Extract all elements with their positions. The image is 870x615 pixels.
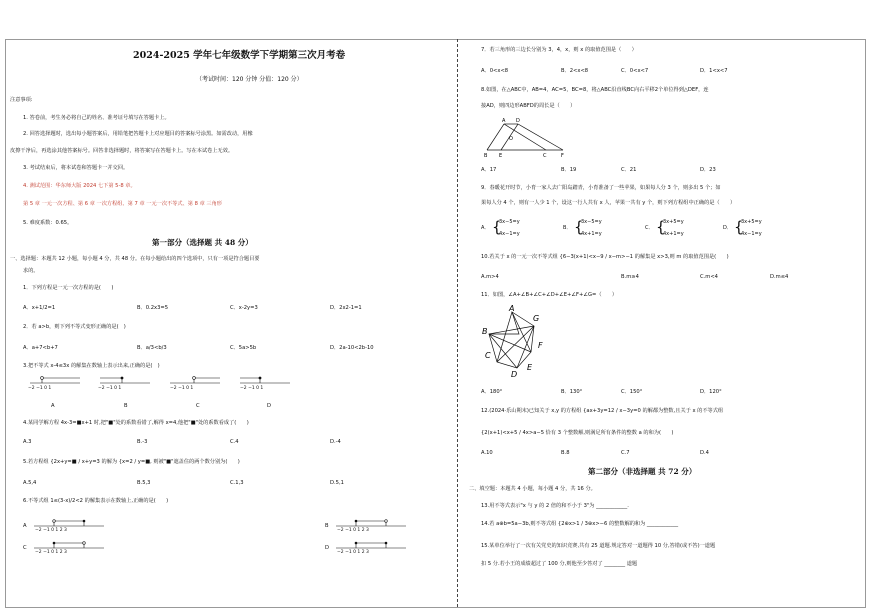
svg-text:E: E <box>499 153 503 159</box>
q6-ticks-b: −2 −1 0 1 2 3 <box>337 528 369 533</box>
q14-stem: 14.若 a⊕b=5a−3b,则不等式组 {2⊕x>1 / 3⊕x>−6 的整数解的和为 ____________ <box>481 521 679 527</box>
part2-intro: 二、填空题：本题共 4 小题，每小题 4 分，共 16 分。 <box>469 486 596 492</box>
q6-label-d: D <box>325 545 329 551</box>
svg-text:C: C <box>485 351 491 360</box>
q11-option-b: B．130° <box>561 389 583 395</box>
q10-stem: 10.若关于 x 的一元一次不等式组 {6−3(x+1)<x−9 / x−m>−1 的解集是 x>3,则 m 的取值范围是( ) <box>481 254 729 260</box>
q3-label-d: D <box>267 403 271 409</box>
q7-option-c: C．0<x<7 <box>621 68 649 74</box>
q3-label-b: B <box>124 403 128 409</box>
q5-option-a: A.5,4 <box>23 480 37 486</box>
q1-option-d: D．2x2-1=1 <box>330 305 362 311</box>
q1-option-c: C．x-2y=3 <box>230 305 258 311</box>
note-1: 1. 答卷前，考生务必将自己的姓名、准考证号填写在答题卡上。 <box>23 115 170 121</box>
q1-option-b: B．0.2x3=5 <box>137 305 169 311</box>
q6-stem: 6.不等式组 1≤(3-x)/2<2 的解集表示在数轴上,正确的是( ) <box>23 498 169 504</box>
q2-option-c: C．5a>5b <box>230 345 257 351</box>
q10-option-a: A.m>4 <box>481 274 499 280</box>
svg-text:D: D <box>511 370 518 378</box>
q10-option-b: B.m≥4 <box>621 274 639 280</box>
page-title: 2024-2025 学年七年级数学下学期第三次月考卷 <box>133 50 346 61</box>
q9-option-a-line1: 3x−5=y <box>499 219 520 225</box>
q7-option-a: A．0<x<8 <box>481 68 509 74</box>
svg-text:F: F <box>561 153 564 159</box>
part1-intro-cont: 求的。 <box>23 268 39 274</box>
q8-stem: 8.如图，在△ABC中，AB=4，AC=5，BC=8，将△ABC沿直线BC向右平移2个单位得到△DEF，连 <box>481 87 709 93</box>
q9-stem-cont: 果每人分 4 个，则有一人少 1 个，设这一行人共有 x 人，苹果一共有 y 个，则下列方程组中正确的是（ ） <box>481 200 736 206</box>
q13-stem: 13.用不等式表示"x 与 y 的 2 倍的和不小于 3"为 ____________. <box>481 503 629 509</box>
q11-option-d: D．120° <box>700 389 722 395</box>
part1-intro: 一、选择题：本题共 12 小题，每小题 4 分，共 48 分。在每小题给出的四个选项中，只有一项是符合题目要 <box>10 256 260 262</box>
q12-stem-cont: {2(x+1)<x+5 / 4x>a−5 恰有 3 个整数解,则满足所有条件的整数 a 的和为( ) <box>481 430 674 436</box>
q12-stem: 12.(2024·乐山期末)已知关于 x,y 的方程组 {ax+3y=12 / x−3y=0 的解都为整数,且关于 x 的不等式组 <box>481 408 724 414</box>
note-5: 5. 难度系数：0.65。 <box>23 220 73 226</box>
q9-options <box>481 217 861 241</box>
q2-option-b: B．a/3<b/3 <box>137 345 167 351</box>
q5-option-c: C.1,3 <box>230 480 244 486</box>
q7-option-d: D．1<x<7 <box>700 68 728 74</box>
q9-option-a-label: A． <box>481 225 490 231</box>
q9-option-d-line2: 4x−1=y <box>741 231 762 237</box>
part1-title: 第一部分（选择题 共 48 分） <box>152 238 253 247</box>
q9-option-c-label: C． <box>645 225 654 231</box>
q9-option-d-line1: 3x+5=y <box>741 219 762 225</box>
q2-stem: 2．若 a>b，则下列不等式变形正确的是( ) <box>23 324 126 330</box>
q9-option-d-label: D． <box>723 225 732 231</box>
q4-option-b: B.-3 <box>137 439 148 445</box>
svg-text:A: A <box>509 304 515 313</box>
q9-option-b-label: B． <box>563 225 572 231</box>
q3-label-a: A <box>51 403 55 409</box>
q10-option-c: C.m<4 <box>700 274 718 280</box>
q4-stem: 4.某同学解方程 4x-3=■x+1 时,把"■"处的系数看错了,解得 x=4,他把"■"处的系数看成了( ) <box>23 420 249 426</box>
q5-option-d: D.5,1 <box>330 480 344 486</box>
q3-stem: 3.把不等式 x-4≤3x 的解集在数轴上表示出来,正确的是( ) <box>23 363 160 369</box>
q3-ticks-a: −2 −1 0 1 <box>28 386 52 391</box>
column-divider <box>457 39 458 607</box>
q3-label-c: C <box>196 403 200 409</box>
q8-stem-cont: 接AD，则四边形ABFD的周长是（ ） <box>481 103 576 109</box>
q12-option-c: C.7 <box>621 450 630 456</box>
svg-text:F: F <box>538 341 543 350</box>
q12-option-a: A.10 <box>481 450 493 456</box>
q11-stem: 11．如图，∠A+∠B+∠C+∠D+∠E+∠F+∠G=（ ） <box>481 292 618 298</box>
svg-text:B: B <box>482 327 488 336</box>
q9-option-b-line2: 4x+1=y <box>581 231 602 237</box>
exam-meta: （考试时间：120 分钟 分值：120 分） <box>196 76 303 83</box>
q8-trapezoid-figure <box>481 116 576 162</box>
q11-option-a: A．180° <box>481 389 503 395</box>
notes-heading: 注意事项: <box>10 97 33 103</box>
q9-stem: 9．春暖花开时节，小育一家人去广阳岛踏青，小育准备了一些苹果，如果每人分 3 个，则多出 5 个；如 <box>481 185 721 191</box>
svg-text:D: D <box>516 118 520 124</box>
q9-brace-c: { <box>656 218 666 236</box>
q1-stem: 1．下列方程是一元一次方程的是( ) <box>23 285 114 291</box>
q8-option-a: A．17 <box>481 167 497 173</box>
svg-text:E: E <box>527 363 533 372</box>
q3-ticks-b: −2 −1 0 1 <box>98 386 122 391</box>
q11-star-figure <box>481 304 551 378</box>
q10-option-d: D.m≤4 <box>770 274 789 280</box>
q4-option-c: C.4 <box>230 439 239 445</box>
svg-text:C: C <box>543 153 547 159</box>
q15-stem-cont: 扣 5 分.若小王的成绩超过了 100 分,则他至少答对了 ________ 道题 <box>481 561 638 567</box>
q6-label-c: C <box>23 545 27 551</box>
q12-option-d: D.4 <box>700 450 709 456</box>
q9-option-c-line1: 3x+5=y <box>663 219 684 225</box>
q8-option-d: D．23 <box>700 167 716 173</box>
q4-option-d: D.-4 <box>330 439 341 445</box>
q2-option-d: D．2a-10<2b-10 <box>330 345 374 351</box>
q9-brace-d: { <box>734 218 744 236</box>
q7-stem: 7．若三角形的三边长分别为 3，4，x，则 x 的取值范围是（ ） <box>481 47 637 53</box>
q5-stem: 5.若方程组 {2x+y=■ / x+y=3 的解为 {x=2 / y=■, 则被"■"遮盖住的两个数分别为( ) <box>23 459 240 465</box>
q9-brace-b: { <box>574 218 584 236</box>
q1-option-a: A．x+1/2=1 <box>23 305 56 311</box>
part2-title: 第二部分（非选择题 共 72 分） <box>588 467 697 476</box>
q12-option-b: B.8 <box>561 450 570 456</box>
svg-text:B: B <box>484 153 488 159</box>
q8-option-b: B．19 <box>561 167 577 173</box>
q6-ticks-d: −2 −1 0 1 2 3 <box>337 550 369 555</box>
q9-option-a-line2: 4x−1=y <box>499 231 520 237</box>
q5-option-b: B.5,3 <box>137 480 151 486</box>
q2-option-a: A．a+7<b+7 <box>23 345 58 351</box>
note-4: 4. 测试范围：华东师大版 2024 七下第 5-8 章。 <box>23 183 136 189</box>
q3-ticks-c: −2 −1 0 1 <box>170 386 194 391</box>
q9-option-c-line2: 4x+1=y <box>663 231 684 237</box>
q6-label-b: B <box>325 523 329 529</box>
note-2-cont: 皮擦干净后，再选涂其他答案标号。回答非选择题时，将答案写在答题卡上。写在本试卷上无效。 <box>10 148 234 154</box>
q6-label-a: A <box>23 523 27 529</box>
note-4-chapters: 第 5 章 一元一次方程、第 6 章 一次方程组、第 7 章 一元一次不等式、第 8 章 三角形 <box>23 201 222 207</box>
q9-brace-a: { <box>492 218 502 236</box>
q8-option-c: C．21 <box>621 167 637 173</box>
q15-stem: 15.某单位举行了一次有关党史的知识竞赛,共有 25 道题.规定答对一道题得 10 分,答错(或不答)一道题 <box>481 543 716 549</box>
svg-text:G: G <box>533 314 540 323</box>
q3-ticks-d: −2 −1 0 1 <box>240 386 264 391</box>
note-3: 3. 考试结束后，将本试卷和答题卡一并交回。 <box>23 165 129 171</box>
q6-number-lines <box>32 518 432 558</box>
q7-option-b: B．2<x<8 <box>561 68 589 74</box>
q11-option-c: C．150° <box>621 389 643 395</box>
q4-option-a: A.3 <box>23 439 32 445</box>
q6-ticks-c: −2 −1 0 1 2 3 <box>35 550 67 555</box>
note-2: 2. 回答选择题时，选出每小题答案后，用铅笔把答题卡上对应题目的答案标号涂黑。如需改动，用橡 <box>23 131 253 137</box>
q6-ticks-a: −2 −1 0 1 2 3 <box>35 528 67 533</box>
q3-number-lines <box>28 374 388 404</box>
svg-text:O: O <box>509 136 513 142</box>
svg-text:A: A <box>502 118 506 124</box>
q9-option-b-line1: 3x−5=y <box>581 219 602 225</box>
